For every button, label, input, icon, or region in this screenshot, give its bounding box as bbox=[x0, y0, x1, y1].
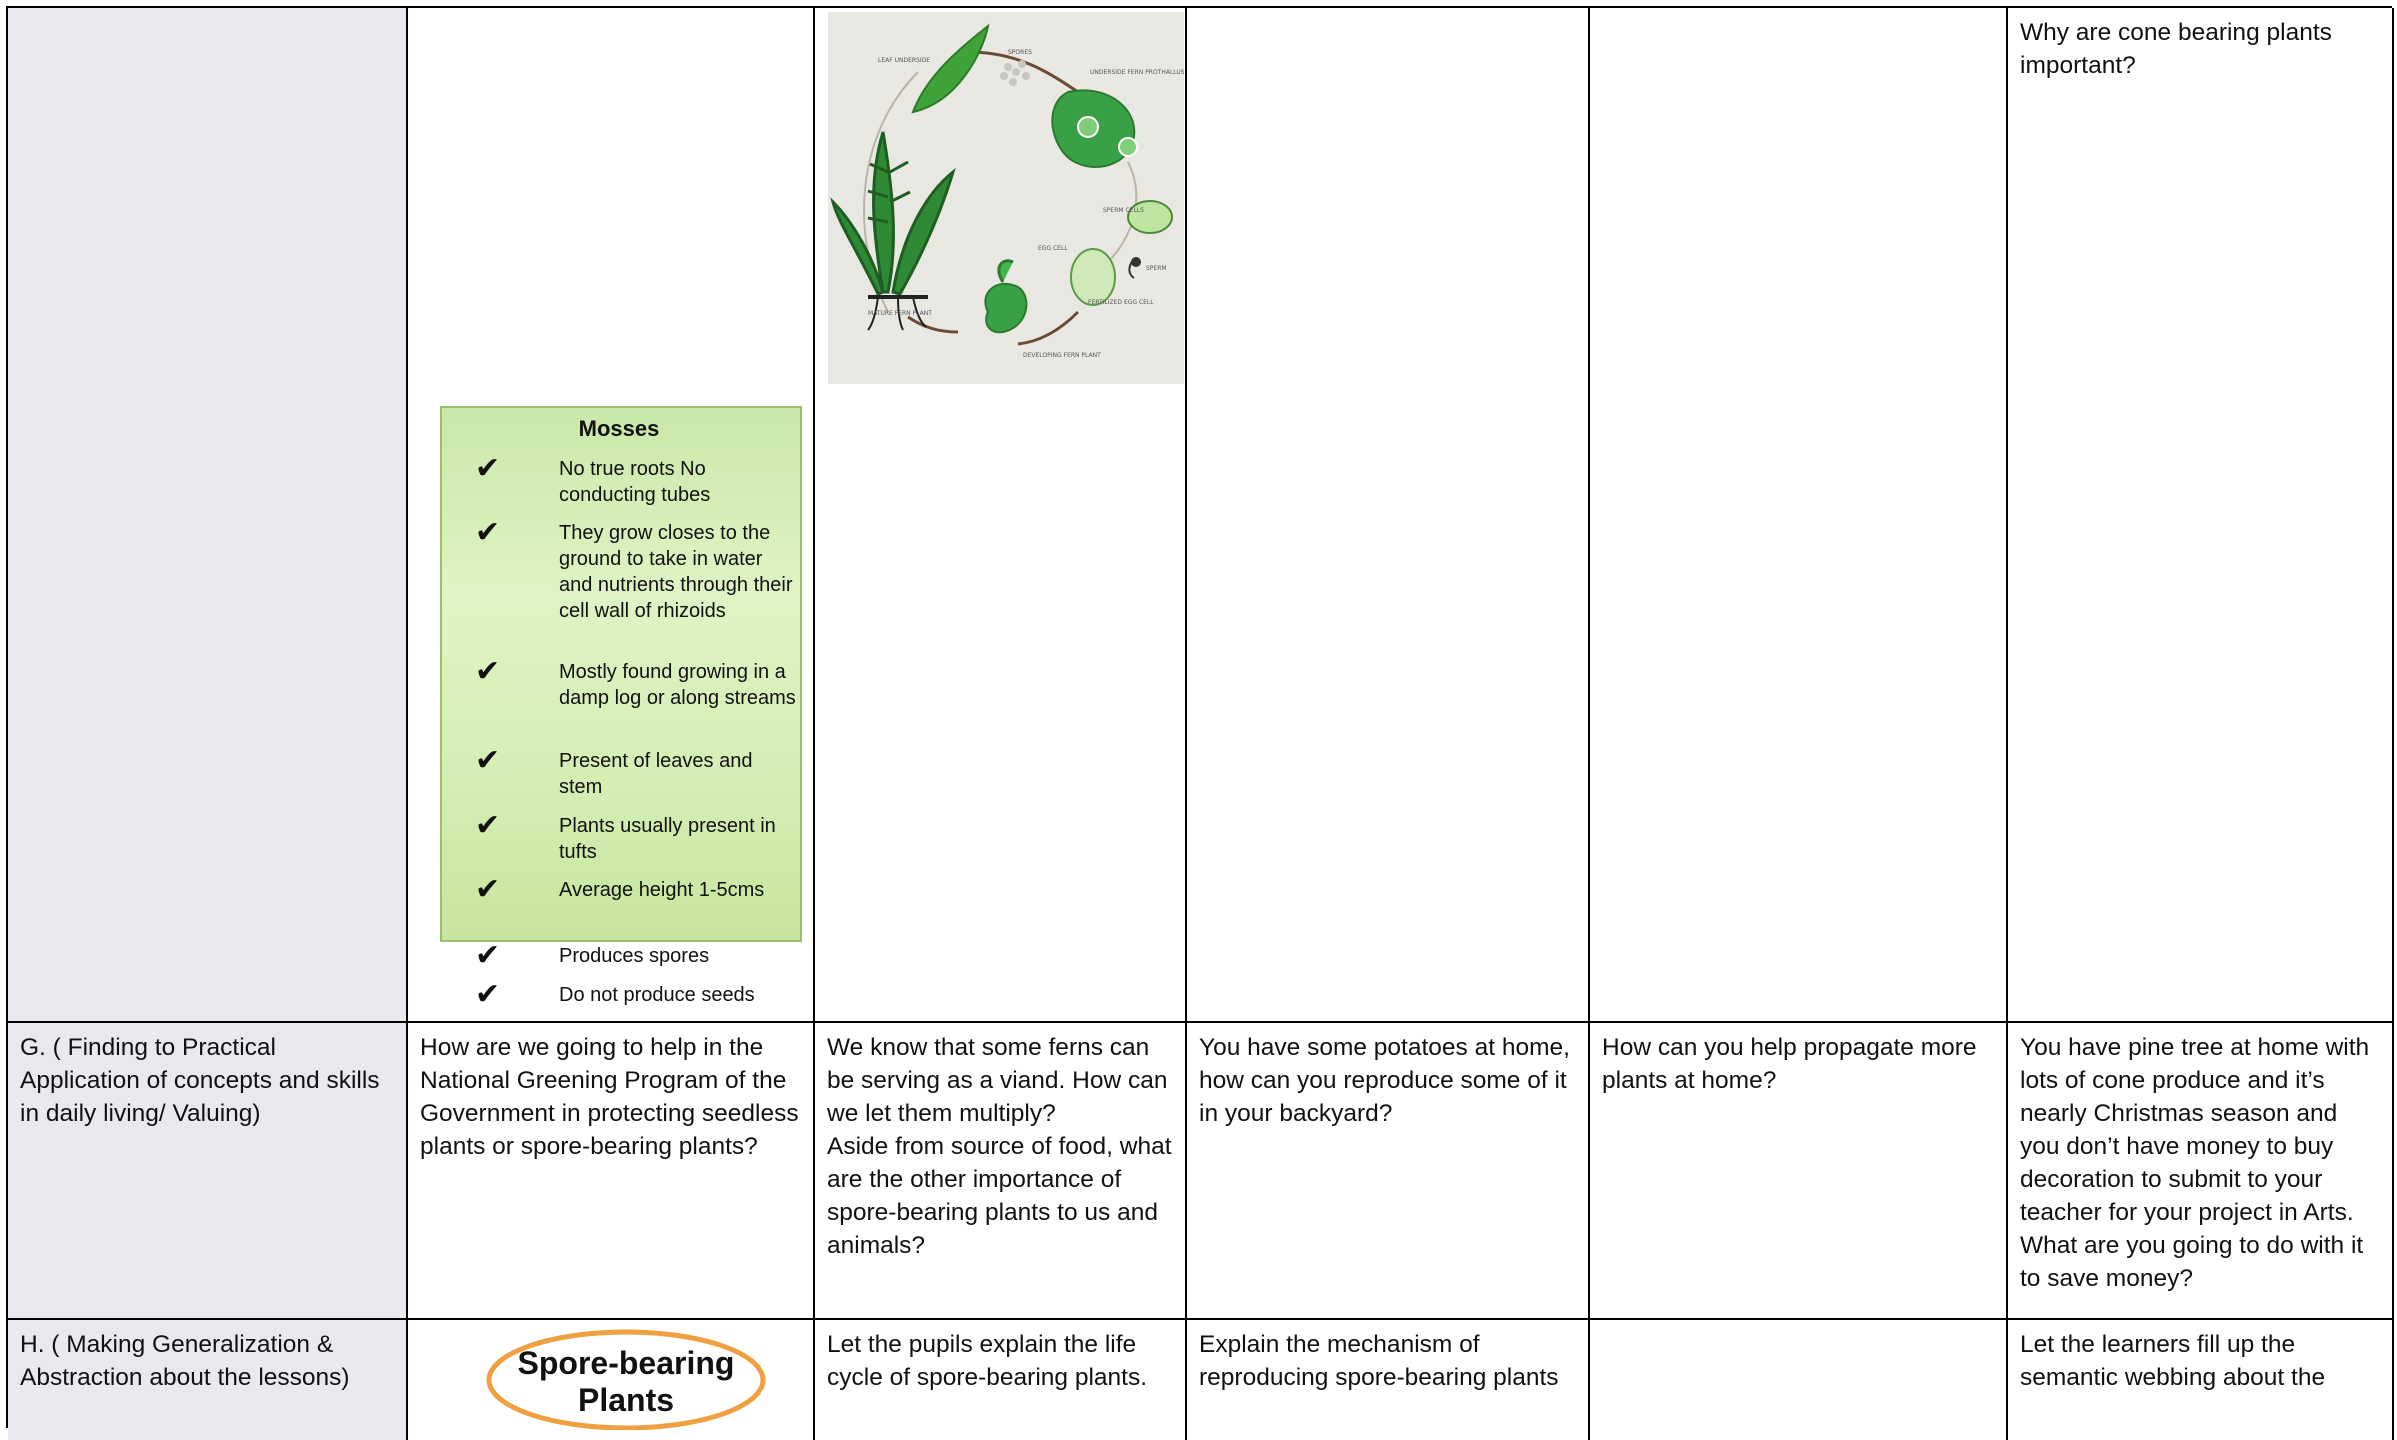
row-h-col3-text: Let the pupils explain the life cycle of spore-bearing plants. bbox=[827, 1331, 1148, 1391]
label-sperm: SPERM bbox=[1146, 265, 1167, 272]
cone-plants-question: Why are cone bearing plants important? bbox=[2020, 19, 2332, 79]
mosses-title: Mosses bbox=[578, 416, 660, 441]
row-g-label-cell bbox=[8, 1023, 408, 1320]
lesson-plan-table bbox=[6, 6, 2392, 1434]
spore-bearing-plants-badge bbox=[485, 1322, 767, 1430]
row-h-col3-cell bbox=[815, 1320, 1187, 1440]
row-top-col6-cell bbox=[2008, 8, 2394, 1023]
row-g-col5-text: How can you help propagate more plants at home? bbox=[1602, 1034, 1977, 1094]
row-g-col4-cell bbox=[1187, 1023, 1590, 1320]
fern-life-cycle-diagram bbox=[828, 12, 1184, 384]
badge-line-1: Spore-bearing bbox=[517, 1345, 735, 1381]
label-fertilized: FERTILIZED EGG CELL bbox=[1088, 299, 1154, 306]
row-g-col5-cell bbox=[1590, 1023, 2008, 1320]
row-g-col6-cell bbox=[2008, 1023, 2394, 1320]
moss-item-text: Mostly found growing in a damp log or along streams bbox=[559, 661, 796, 709]
label-mature: MATURE FERN PLANT bbox=[868, 310, 932, 317]
label-leaf-underside: LEAF UNDERSIDE bbox=[878, 57, 931, 64]
row-h-label-cell bbox=[8, 1320, 408, 1440]
check-icon: ✔ bbox=[475, 744, 501, 777]
label-sperm-cells: SPERM CELLS bbox=[1103, 207, 1144, 214]
row-top-label-cell bbox=[8, 8, 408, 1023]
row-top-col5-cell bbox=[1590, 8, 2008, 1023]
label-developing: DEVELOPING FERN PLANT bbox=[1023, 352, 1101, 359]
row-g-col2-cell bbox=[408, 1023, 815, 1320]
row-h-col4-text: Explain the mechanism of reproducing spore-bearing plants bbox=[1199, 1331, 1559, 1391]
row-g-col6-text: You have pine tree at home with lots of cone produce and it’s nearly Christmas season and you don’t have money to buy decoration to submit to your teacher for your project in Arts. What are you going to do with it to save money? bbox=[2020, 1034, 2370, 1292]
moss-item-text: No true roots No conducting tubes bbox=[559, 458, 711, 506]
label-egg-cell: EGG CELL bbox=[1038, 245, 1068, 252]
row-h-col5-cell bbox=[1590, 1320, 2008, 1440]
moss-item-text: Plants usually present in tufts bbox=[559, 815, 776, 863]
check-icon: ✔ bbox=[475, 452, 501, 485]
row-g-col4-text: You have some potatoes at home, how can you reproduce some of it in your backyard? bbox=[1199, 1034, 1570, 1127]
row-h-col6-cell bbox=[2008, 1320, 2394, 1440]
moss-item-text: Produces spores bbox=[559, 945, 710, 967]
fern-life-cycle-image bbox=[828, 12, 1184, 384]
row-g-label: G. ( Finding to Practical Application of concepts and skills in daily living/ Valuing) bbox=[20, 1034, 380, 1127]
row-g-col3-cell bbox=[815, 1023, 1187, 1320]
label-prothallus: UNDERSIDE FERN PROTHALLUS bbox=[1090, 69, 1184, 76]
label-spores: SPORES bbox=[1008, 49, 1032, 56]
row-h-col4-cell bbox=[1187, 1320, 1590, 1440]
badge-line-2: Plants bbox=[577, 1382, 675, 1418]
check-icon: ✔ bbox=[475, 873, 501, 906]
moss-item-text: They grow closes to the ground to take in water and nutrients through their cell wall of rhizoids bbox=[559, 522, 793, 622]
badge-graphic bbox=[485, 1322, 767, 1430]
row-h-label: H. ( Making Generalization & Abstraction about the lessons) bbox=[20, 1331, 350, 1391]
moss-item-text: Do not produce seeds bbox=[559, 984, 755, 1006]
check-icon: ✔ bbox=[475, 516, 501, 549]
row-h-col6-text: Let the learners fill up the semantic webbing about the bbox=[2020, 1331, 2326, 1391]
row-g-col3-text: We know that some ferns can be serving as a viand. How can we let them multiply? Aside from source of food, what are the other importance of spore-bearing plants to us and animals? bbox=[827, 1034, 1172, 1259]
check-icon: ✔ bbox=[475, 809, 501, 842]
moss-item-text: Present of leaves and stem bbox=[559, 750, 753, 798]
row-top-col4-cell bbox=[1187, 8, 1590, 1023]
moss-item-text: Average height 1-5cms bbox=[559, 879, 765, 901]
check-icon: ✔ bbox=[475, 978, 501, 1011]
check-icon: ✔ bbox=[475, 655, 501, 688]
check-icon: ✔ bbox=[475, 939, 501, 972]
row-g-col2-text: How are we going to help in the National Greening Program of the Government in protecting seedless plants or spore-bearing plants? bbox=[420, 1034, 799, 1160]
